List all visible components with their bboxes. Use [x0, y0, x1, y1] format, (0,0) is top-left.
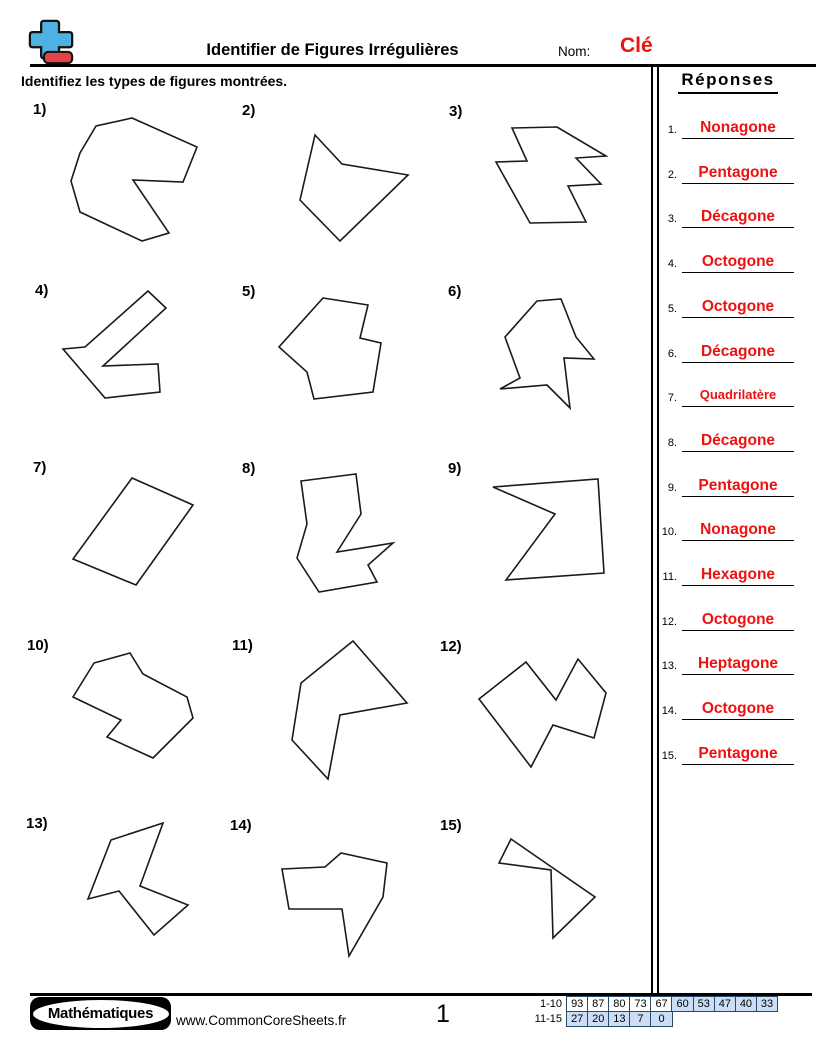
answer-value: Heptagone [682, 655, 794, 675]
score-row [518, 996, 778, 1012]
score-cell: 20 [587, 1011, 609, 1027]
score-cell: 33 [756, 996, 778, 1012]
instructions-text: Identifiez les types de figures montrées. [21, 73, 288, 89]
answer-number: 7. [667, 392, 677, 405]
answers-title: Réponses [678, 70, 777, 94]
answer-number: 8. [667, 436, 677, 449]
answer-value: Octogone [682, 253, 794, 273]
answer-value: Octogone [682, 611, 794, 631]
answer-value: Décagone [682, 208, 794, 228]
answer-number: 1. [667, 124, 677, 136]
answer-row [652, 157, 804, 184]
score-cell: 60 [671, 996, 693, 1012]
answer-number: 13. [661, 660, 677, 673]
answer-row [652, 425, 804, 452]
answer-value: Octogone [682, 700, 794, 720]
figure-polygon-14 [282, 853, 387, 956]
figure-polygon-1 [71, 118, 197, 241]
figure-polygon-8 [297, 474, 393, 592]
answer-row [652, 604, 804, 631]
figure-polygon-9 [493, 479, 604, 580]
subject-badge-label: Mathématiques [47, 1005, 154, 1022]
answer-row [652, 514, 804, 541]
figure-polygon-4 [63, 291, 166, 398]
score-cell: 80 [608, 996, 630, 1012]
answer-row [652, 291, 804, 318]
score-cell: 67 [650, 996, 672, 1012]
score-cell: 0 [650, 1011, 672, 1027]
answer-number: 14. [661, 705, 677, 718]
answer-number: 10. [661, 526, 677, 539]
answer-number: 12. [661, 615, 677, 628]
figure-number: 8) [242, 460, 256, 477]
figure-polygon-10 [73, 653, 193, 758]
answer-value: Pentagone [682, 164, 794, 184]
answer-number: 2. [667, 168, 677, 181]
figure-polygon-5 [279, 298, 381, 399]
answer-value: Nonagone [682, 119, 794, 139]
website-url: www.CommonCoreSheets.fr [176, 1013, 347, 1028]
answer-row [652, 470, 804, 497]
figure-number: 13) [26, 815, 48, 832]
figure-number: 9) [448, 460, 462, 477]
answer-value: Hexagone [682, 566, 794, 586]
score-cell: 87 [587, 996, 609, 1012]
figure-polygon-6 [500, 299, 594, 408]
figure-polygon-11 [292, 641, 407, 779]
answer-row [652, 112, 804, 139]
answer-value: Octogone [682, 298, 794, 318]
answer-number: 5. [667, 302, 677, 315]
score-cell: 53 [693, 996, 715, 1012]
answer-row [652, 648, 804, 675]
score-table [518, 996, 778, 1027]
answer-number: 11. [662, 571, 677, 583]
answer-value: Quadrilatère [682, 387, 794, 407]
score-range-label: 1-10 [539, 998, 562, 1010]
commoncoresheets-logo-icon [28, 19, 75, 66]
figure-number: 10) [27, 637, 49, 654]
figure-number: 12) [440, 638, 462, 655]
score-range-label: 11-15 [534, 1012, 562, 1025]
figure-number: 15) [440, 817, 462, 834]
answer-value: Pentagone [682, 745, 794, 765]
score-row [518, 1011, 778, 1027]
page-number: 1 [436, 1000, 450, 1028]
answer-number: 9. [667, 481, 677, 494]
answer-value: Décagone [682, 343, 794, 363]
answer-value: Décagone [682, 432, 794, 452]
figure-polygon-13 [88, 823, 188, 935]
figure-number: 3) [449, 103, 463, 120]
answer-row [652, 559, 804, 586]
figure-polygon-3 [496, 127, 606, 223]
answer-number: 15. [661, 749, 677, 762]
score-cell: 93 [566, 996, 588, 1012]
subject-badge-inner [33, 1000, 169, 1028]
answer-number: 6. [667, 347, 677, 360]
score-cell: 27 [566, 1011, 588, 1027]
answer-value: Nonagone [682, 521, 794, 541]
name-label: Nom: [558, 44, 591, 59]
answer-row [652, 201, 804, 228]
figure-polygon-15 [499, 839, 595, 938]
figure-number: 2) [242, 102, 256, 119]
figure-number: 4) [35, 282, 49, 299]
figure-number: 5) [242, 283, 256, 300]
figure-number: 1) [33, 101, 47, 118]
figure-number: 11) [232, 637, 253, 654]
figure-number: 14) [230, 817, 252, 834]
score-cell: 47 [714, 996, 736, 1012]
figure-polygon-2 [300, 135, 408, 241]
answer-row [652, 380, 804, 407]
score-cell: 13 [608, 1011, 630, 1027]
figure-number: 7) [33, 459, 47, 476]
logo-red-bar [44, 52, 72, 63]
answer-row [652, 738, 804, 765]
header-rule [30, 64, 816, 67]
answer-row [652, 693, 804, 720]
figure-polygon-7 [73, 478, 193, 585]
score-cell: 7 [629, 1011, 651, 1027]
answer-key-value: Clé [620, 34, 653, 57]
score-cell: 73 [629, 996, 651, 1012]
subject-badge [30, 997, 171, 1030]
answer-value: Pentagone [682, 477, 794, 497]
answer-number: 3. [667, 213, 677, 226]
score-cell: 40 [735, 996, 757, 1012]
figure-number: 6) [448, 283, 462, 300]
answer-row [652, 246, 804, 273]
figure-polygon-12 [479, 659, 606, 767]
answers-panel-header [652, 70, 804, 94]
answer-row [652, 336, 804, 363]
page-title: Identifier de Figures Irrégulières [206, 41, 459, 59]
answer-number: 4. [667, 258, 677, 271]
